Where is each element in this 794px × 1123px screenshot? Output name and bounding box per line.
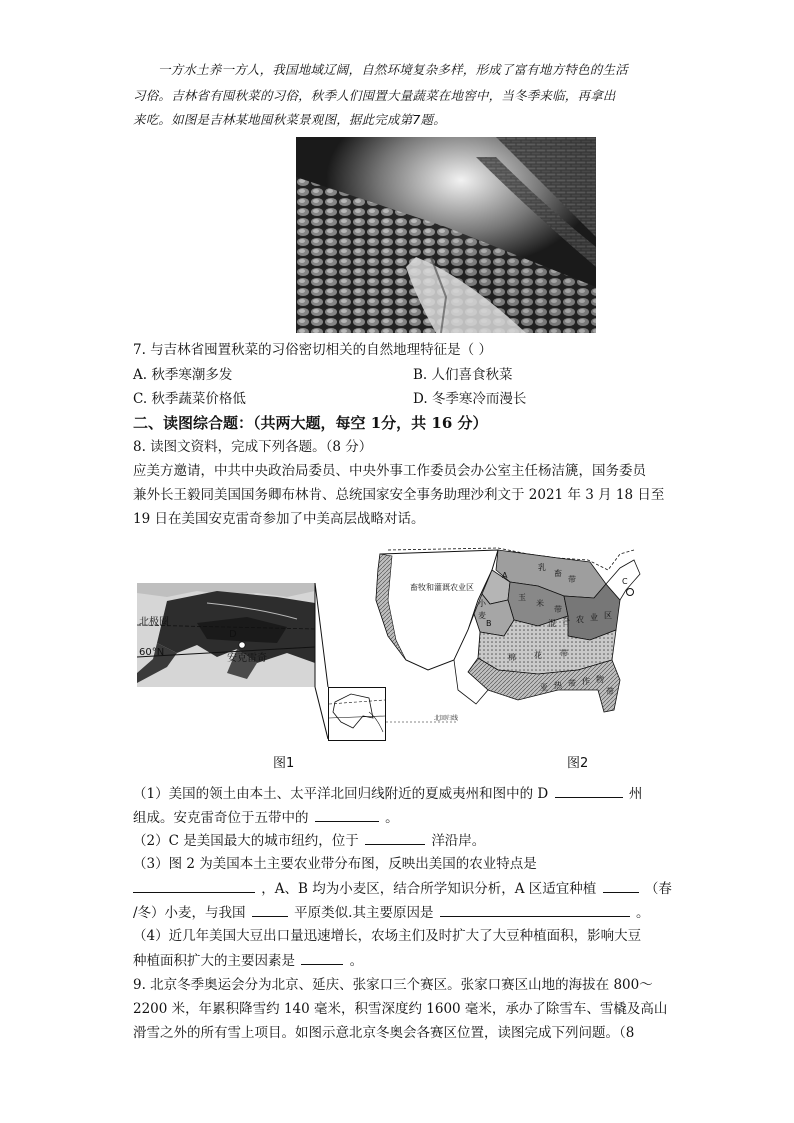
- point-c-label: C: [622, 577, 628, 586]
- answer-blank-ocean[interactable]: [365, 830, 425, 845]
- q8-sub4-line2: [133, 950, 363, 971]
- q8-text-3: 19 日在美国安克雷奇参加了中美高层战略对话。: [133, 511, 425, 527]
- subtropical-label-6: 带: [606, 687, 614, 696]
- wheat-region-a-label: A: [502, 571, 508, 580]
- mixed-label-4: 业: [590, 613, 598, 622]
- subtropical-label-4: 作: [582, 677, 590, 686]
- subtropical-label-3: 带: [568, 679, 576, 688]
- mixed-label-2: 合: [562, 617, 570, 626]
- q8-sub1-line2: [133, 807, 399, 828]
- wheat-label-1: 小: [478, 599, 486, 608]
- answer-blank-wheat-type[interactable]: [603, 878, 639, 893]
- wheat-region-b-label: B: [486, 619, 492, 628]
- q8-sub3-text-b: ，A、B 均为小麦区，结合所学知识分析，A 区适宜种植: [261, 881, 597, 897]
- q7-option-a: A. 秋季寒潮多发: [133, 367, 233, 383]
- section-2-title: 二、读图综合题：（共两大题，每空 1分，共 16 分）: [133, 414, 488, 432]
- q8-sub3-text-c: （春: [644, 881, 672, 897]
- q8-sub4-text-c: 。: [349, 953, 364, 969]
- answer-blank-factor[interactable]: [301, 950, 343, 965]
- q8-sub2-line: [133, 830, 485, 851]
- figure-1-alaska-map: [137, 583, 315, 687]
- q9-line-3: 滑雪之外的所有雪上项目。如图示意北京冬奥会各赛区位置，读图完成下列问题。（8: [133, 1025, 635, 1041]
- tropic-of-cancer-label: 北回归线: [434, 715, 459, 722]
- intro-line-1: 一方水土养一方人，我国地域辽阔，自然环境复杂多样，形成了富有地方特色的生活: [158, 62, 628, 77]
- cotton-label-2: 花: [534, 651, 542, 660]
- mixed-label-3: 农: [576, 615, 584, 624]
- q7-option-c: C. 秋季蔬菜价格低: [133, 391, 246, 407]
- q8-text-1: 应美方邀请，中共中央政治局委员、中央外事工作委员会办公室主任杨洁篪，国务委员: [133, 463, 646, 479]
- q8-sub3-text-d: /冬）小麦，与我国: [133, 905, 246, 921]
- latitude-60-label: 60°N: [139, 647, 165, 658]
- subtropical-label-5: 物: [596, 675, 604, 684]
- q8-sub4-line1: [133, 926, 641, 946]
- subtropical-label-2: 热: [554, 681, 562, 690]
- corn-label-2: 米: [536, 599, 544, 608]
- q8-text-2: 兼外长王毅同美国国务卿布林肯、总统国家安全事务助理沙利文于 2021 年 3 月 18 日至: [133, 487, 665, 503]
- figure-1-caption: 图1: [273, 756, 295, 771]
- q8-sub1-line1: [133, 783, 642, 804]
- q7-stem: 7. 与吉林省囤置秋菜的习俗密切相关的自然地理特征是（ ）: [133, 342, 492, 358]
- cotton-label-3: 带: [560, 649, 568, 658]
- figure-2-us-agriculture-map: [358, 540, 656, 740]
- q8-sub4-text-a: （4）近几年美国大豆出口量迅速增长，农场主们及时扩大了大豆种植面积，影响大豆: [133, 928, 642, 944]
- q8-sub2-text-a: （2）C 是美国最大的城市纽约，位于: [133, 833, 359, 849]
- answer-blank-state[interactable]: [555, 783, 623, 798]
- q7-option-b: B. 人们喜食秋菜: [413, 367, 513, 383]
- zone-livestock-irrigation-label: 畜牧和灌溉农业区: [410, 583, 474, 592]
- figure-2-caption: 图2: [567, 756, 589, 771]
- subtropical-label-1: 亚: [540, 683, 548, 692]
- q8-sub3-text-a: （3）图 2 为美国本土主要农业带分布图，反映出美国的农业特点是: [133, 856, 537, 872]
- answer-blank-agri-feature[interactable]: [133, 878, 255, 893]
- q8-sub1-text-a: （1）美国的领土由本土、太平洋北回归线附近的夏威夷州和图中的 D: [133, 786, 549, 802]
- q8-sub3-text-f: 。: [636, 905, 650, 921]
- q8-sub3-line2: [133, 878, 672, 899]
- corn-label-3: 带: [554, 605, 562, 614]
- answer-blank-reason[interactable]: [440, 902, 630, 917]
- q8-sub3-line1: [133, 854, 537, 874]
- q8-sub3-line3: [133, 902, 650, 923]
- cotton-label-1: 棉: [508, 653, 516, 662]
- q8-sub1-text-b: 州: [628, 786, 643, 802]
- q8-sub1-text-c: 组成。安克雷奇位于五带中的: [133, 810, 309, 826]
- q7-option-d: D. 冬季寒冷而漫长: [413, 391, 527, 407]
- intro-line-3: 来吃。如图是吉林某地囤秋菜景观图，据此完成第7题。: [133, 112, 446, 127]
- q8-sub3-text-e: 平原类似.其主要原因是: [294, 905, 434, 921]
- q8-sub4-text-b: 种植面积扩大的主要因素是: [133, 953, 295, 969]
- dairy-label-2: 畜: [554, 569, 562, 578]
- q8-stem: 8. 读图文资料，完成下列各题。（8 分）: [133, 439, 373, 455]
- dairy-label-3: 带: [568, 575, 576, 584]
- intro-line-2: 习俗。吉林省有囤秋菜的习俗，秋季人们囤置大量蔬菜在地窖中，当冬季来临，再拿出: [133, 88, 616, 103]
- dairy-label-1: 乳: [538, 563, 546, 572]
- q8-sub1-text-d: 。: [385, 810, 399, 826]
- answer-blank-plain[interactable]: [252, 902, 288, 917]
- answer-blank-zone[interactable]: [315, 807, 379, 822]
- q9-line-1: 9. 北京冬季奥运会分为北京、延庆、张家口三个赛区。张家口赛区山地的海拔在 800～: [133, 977, 653, 993]
- q8-sub2-text-b: 洋沿岸。: [431, 833, 486, 849]
- cellar-photo: [296, 137, 596, 333]
- mixed-label-5: 区: [604, 611, 612, 620]
- mixed-label-1: 混: [548, 619, 556, 628]
- corn-label-1: 玉: [518, 593, 526, 602]
- point-d-label: D: [229, 629, 237, 640]
- arctic-circle-label: 北极圈: [139, 617, 169, 628]
- q9-line-2: 2200 米，年累积降雪约 140 毫米，积雪深度约 1600 毫米，承办了除雪车、雪橇及高山: [133, 1001, 668, 1017]
- wheat-label-2: 麦: [478, 611, 486, 620]
- anchorage-label: 安克雷奇: [227, 653, 267, 664]
